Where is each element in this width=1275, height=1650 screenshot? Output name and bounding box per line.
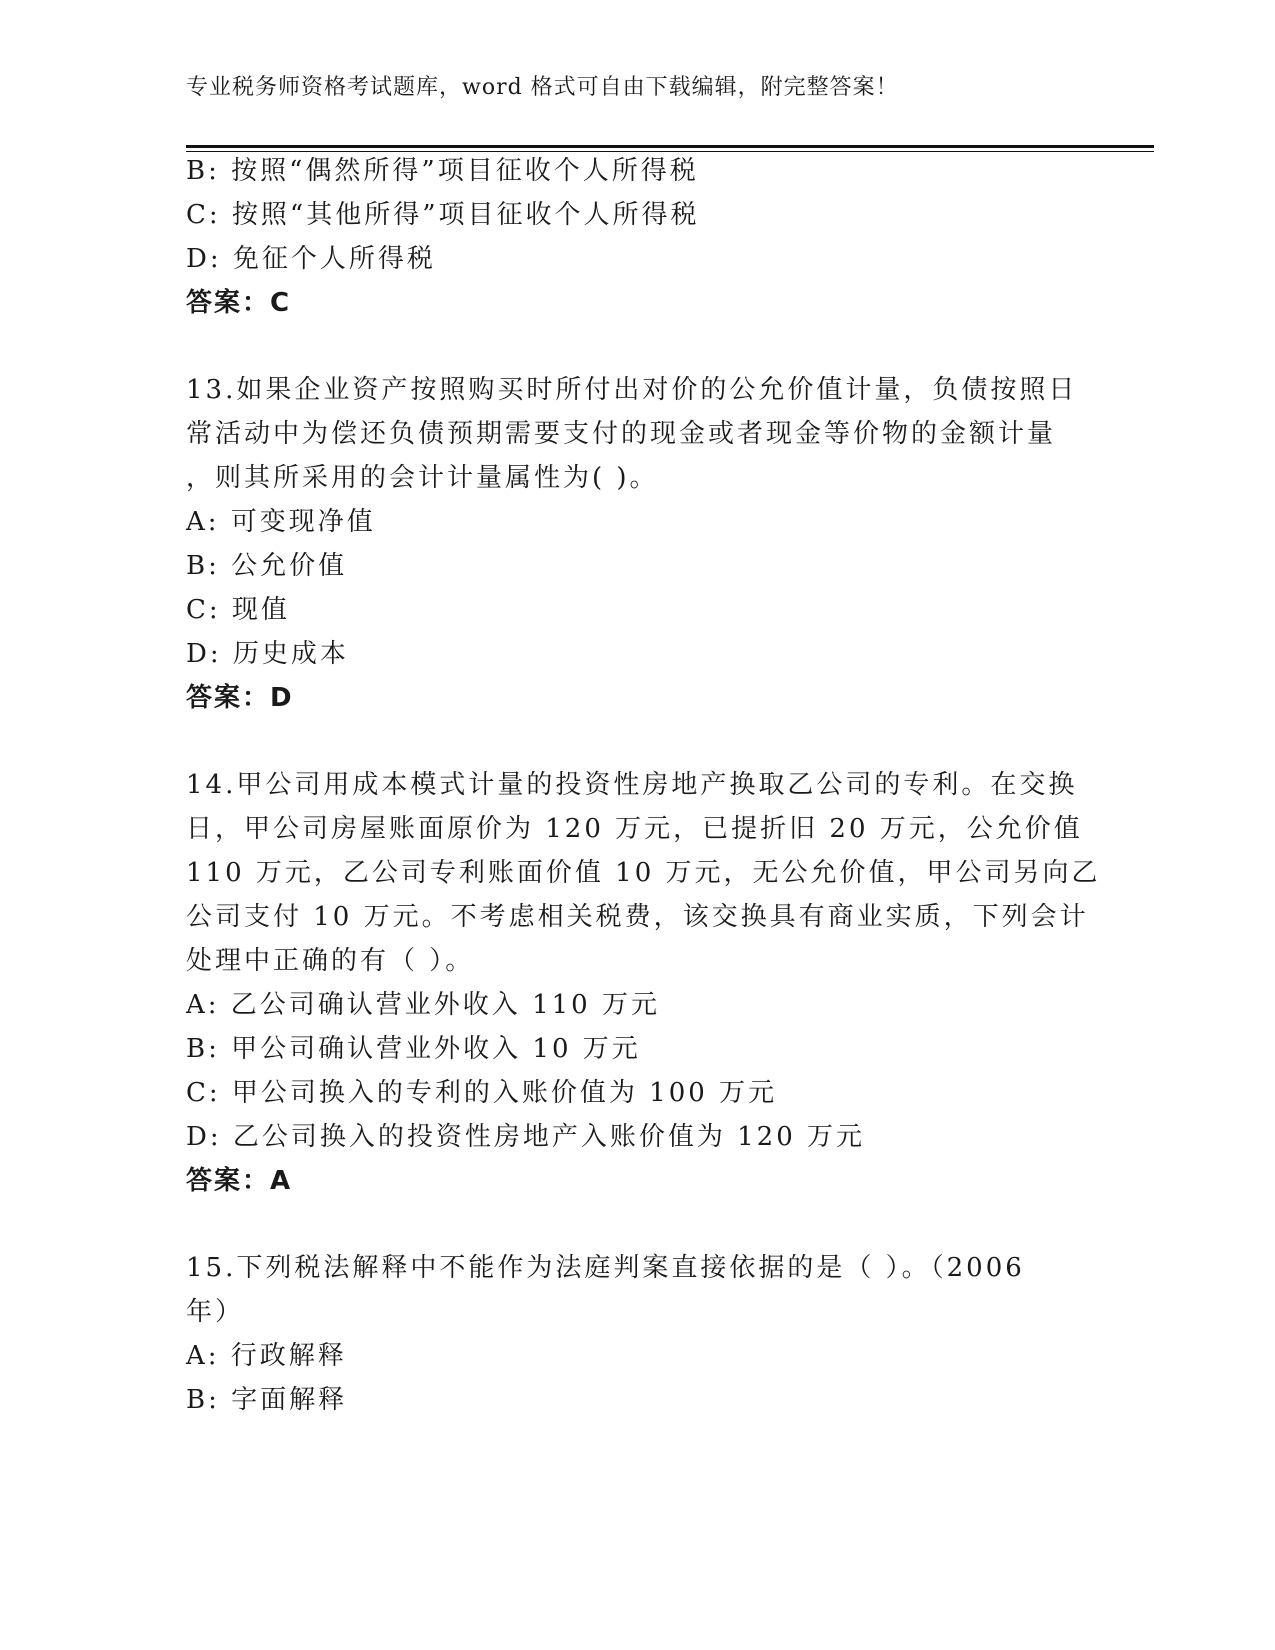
question-13-option-c: C: 现值 (186, 595, 290, 625)
option-d: D: 免征个人所得税 (186, 244, 436, 274)
question-15-stem-line: 年） (186, 1297, 245, 1327)
question-13-option-a: A: 可变现净值 (186, 507, 376, 537)
question-13-option-b: B: 公允价值 (186, 551, 348, 581)
option-b: B: 按照“偶然所得”项目征收个人所得税 (186, 156, 699, 186)
question-15-stem-line: 15.下列税法解释中不能作为法庭判案直接依据的是（ ）。（2006 (186, 1253, 1025, 1283)
question-14-stem-line: 日，甲公司房屋账面原价为 120 万元，已提折旧 20 万元，公允价值 (186, 814, 1083, 844)
question-13-stem-line: 常活动中为偿还负债预期需要支付的现金或者现金等价物的金额计量 (186, 419, 1057, 449)
question-15-option-a: A: 行政解释 (186, 1341, 347, 1371)
question-14-stem-line: 14.甲公司用成本模式计量的投资性房地产换取乙公司的专利。在交换 (186, 770, 1078, 800)
question-14-option-d: D: 乙公司换入的投资性房地产入账价值为 120 万元 (186, 1122, 866, 1152)
question-13-stem-line: ，则其所采用的会计计量属性为( )。 (186, 463, 659, 493)
question-14-option-c: C: 甲公司换入的专利的入账价值为 100 万元 (186, 1078, 778, 1108)
question-14-option-b: B: 甲公司确认营业外收入 10 万元 (186, 1034, 641, 1064)
question-13-answer: 答案：D (186, 683, 294, 713)
question-14-option-a: A: 乙公司确认营业外收入 110 万元 (186, 990, 660, 1020)
question-14-stem-line: 处理中正确的有（ ）。 (186, 946, 475, 976)
question-14-stem-line: 公司支付 10 万元。不考虑相关税费，该交换具有商业实质，下列会计 (186, 902, 1089, 932)
question-13-option-d: D: 历史成本 (186, 639, 349, 669)
option-c: C: 按照“其他所得”项目征收个人所得税 (186, 200, 700, 230)
question-14-answer: 答案：A (186, 1166, 293, 1196)
question-13-stem-line: 13.如果企业资产按照购买时所付出对价的公允价值计量，负债按照日 (186, 375, 1078, 405)
header-rule-thick (186, 145, 1154, 148)
question-15-option-b: B: 字面解释 (186, 1385, 348, 1415)
answer-line: 答案：C (186, 288, 292, 318)
page-header: 专业税务师资格考试题库，word 格式可自由下载编辑，附完整答案！ (186, 75, 899, 100)
header-rule-thin (186, 151, 1154, 152)
question-14-stem-line: 110 万元，乙公司专利账面价值 10 万元，无公允价值，甲公司另向乙 (186, 858, 1101, 888)
